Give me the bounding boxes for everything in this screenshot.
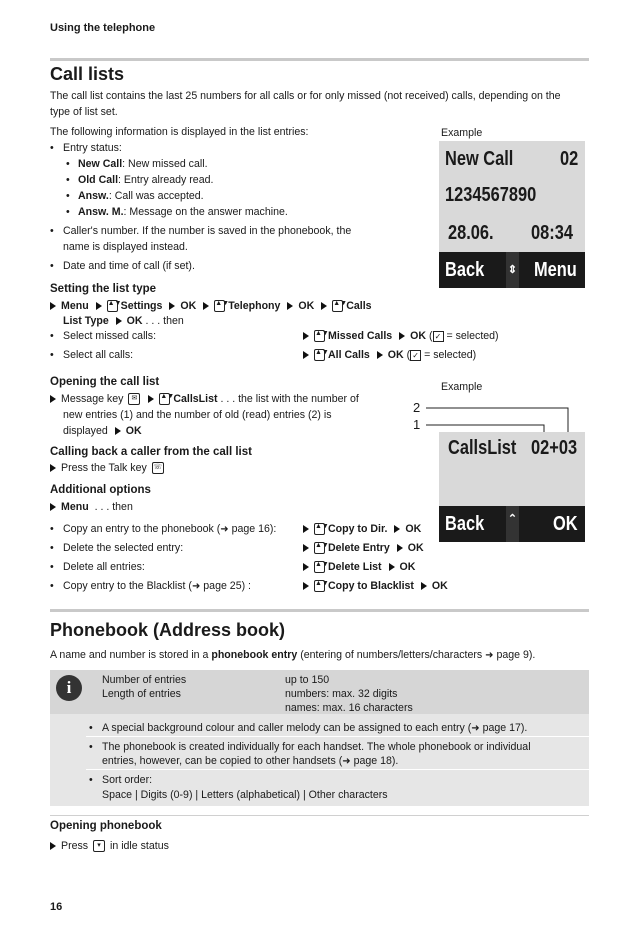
entry-info-list	[63, 140, 393, 274]
arrow-icon	[116, 317, 122, 325]
status-item: • Answ. M.: Message on the answer machine.	[78, 204, 393, 220]
nav-key-icon: ▲▼	[107, 300, 118, 312]
all-calls-path: ▲▼All Calls OK ( ✓ = selected)	[303, 347, 476, 363]
softkey-menu[interactable]: Menu	[534, 259, 577, 281]
option-path: ▲▼Delete Entry OK	[303, 540, 424, 556]
opening-call-list-text: Message key ✉ ▲▼CallsList . . . the list with the number of new entries (1) and the number of old (read) entries (2) is displayed OK	[50, 391, 390, 439]
example-label: Example	[441, 127, 483, 139]
nav-key-icon: ▲▼	[314, 349, 325, 361]
arrow-icon	[148, 395, 154, 403]
option-path: ▲▼Delete List OK	[303, 559, 415, 575]
message-key-icon: ✉	[128, 393, 140, 405]
status-item: • Answ.: Call was accepted.	[78, 188, 393, 204]
divider	[50, 815, 589, 816]
arrow-icon	[397, 544, 403, 552]
all-calls-label: • Select all calls:	[63, 347, 133, 363]
arrow-icon	[303, 563, 309, 571]
divider	[86, 769, 589, 770]
phonebook-intro: A name and number is stored in a phonebook entry (entering of numbers/letters/characters ➜ page 9).	[50, 649, 536, 661]
arrow-icon	[50, 842, 56, 850]
section-rule	[50, 58, 589, 61]
heading-setting-list-type: Setting the list type	[50, 283, 157, 295]
talk-key-icon: ☏	[152, 462, 164, 474]
nav-key-icon: ▲▼	[159, 393, 170, 405]
info-bullet: • The phonebook is created individually for each handset. The whole phonebook or individual	[102, 739, 531, 755]
option-label: • Delete all entries:	[63, 559, 145, 575]
arrow-icon	[303, 582, 309, 590]
display-softkey-bar-2	[439, 506, 585, 542]
status-item: • New Call: New missed call.	[78, 156, 393, 172]
up-icon: ⌃	[506, 506, 519, 542]
checkbox-icon: ✓	[433, 331, 444, 342]
page-arrow-icon: ➜	[485, 650, 494, 661]
section-title-call-lists: Call lists	[50, 64, 125, 84]
arrow-icon	[377, 351, 383, 359]
example-label-2: Example	[441, 381, 483, 393]
nav-key-icon: ▲▼	[314, 330, 325, 342]
callers-number-cont: name is displayed instead.	[63, 241, 188, 253]
page-arrow-icon: ➜	[471, 723, 480, 734]
arrow-icon	[394, 525, 400, 533]
info-bullet-cont: entries, however, can be copied to other handsets (➜ page 18).	[102, 755, 399, 767]
intro-line-2: type of list set.	[50, 106, 118, 118]
callers-number: • Caller's number. If the number is saved in the phonebook, the	[63, 223, 393, 239]
missed-calls-path: ▲▼Missed Calls OK ( ✓ = selected)	[303, 328, 499, 344]
arrow-icon	[303, 332, 309, 340]
display-time: 08:34	[531, 222, 573, 244]
heading-opening-call-list: Opening the call list	[50, 376, 160, 388]
page-arrow-icon: ➜	[342, 756, 351, 767]
arrow-icon	[303, 544, 309, 552]
callout-1: 1	[413, 417, 421, 432]
display-example-calls-list	[439, 432, 585, 542]
arrow-icon	[399, 332, 405, 340]
option-label: • Delete the selected entry:	[63, 540, 183, 556]
arrow-icon	[50, 503, 56, 511]
softkey-back[interactable]: Back	[445, 259, 485, 281]
option-label: • Copy an entry to the phonebook (➜ page 16):	[63, 521, 276, 538]
arrow-icon	[321, 302, 327, 310]
number-value: up to 150	[285, 674, 330, 686]
display-date: 28.06.	[448, 222, 494, 244]
arrow-icon	[203, 302, 209, 310]
page-number: 16	[50, 901, 63, 913]
nav-key-icon: ▲▼	[214, 300, 225, 312]
length-value-names: names: max. 16 characters	[285, 702, 413, 714]
arrow-icon	[169, 302, 175, 310]
heading-additional-options: Additional options	[50, 484, 151, 496]
display-count: 02	[560, 148, 579, 170]
date-time: • Date and time of call (if set).	[63, 258, 393, 274]
running-head: Using the telephone	[50, 22, 156, 34]
down-key-icon: ▾	[93, 840, 105, 852]
setting-path: Menu ▲▼Settings OK ▲▼Telephony OK ▲▼Calls	[50, 298, 372, 314]
checkbox-icon: ✓	[410, 350, 421, 361]
arrow-icon	[50, 302, 56, 310]
opening-phonebook-text: Press ▾ in idle status	[50, 838, 169, 854]
arrow-icon	[115, 427, 121, 435]
arrow-icon	[303, 351, 309, 359]
length-value-numbers: numbers: max. 32 digits	[285, 688, 398, 700]
nav-key-icon: ▲▼	[314, 523, 325, 535]
display-softkey-bar	[439, 252, 585, 288]
page-arrow-icon: ➜	[191, 581, 201, 592]
call-lists-intro	[50, 88, 595, 120]
sort-order-values: Space | Digits (0-9) | Letters (alphabetical) | Other characters	[102, 789, 388, 801]
section-title-phonebook: Phonebook (Address book)	[50, 620, 286, 640]
nav-key-icon: ▲▼	[314, 580, 325, 592]
nav-key-icon: ▲▼	[314, 561, 325, 573]
heading-opening-phonebook: Opening phonebook	[50, 820, 162, 832]
length-label: Length of entries	[102, 688, 181, 700]
up-down-icon: ⇕	[506, 252, 519, 288]
arrow-icon	[96, 302, 102, 310]
following-info: The following information is displayed in the list entries:	[50, 126, 309, 138]
option-label: • Copy entry to the Blacklist (➜ page 25) :	[63, 578, 251, 595]
display-number: 1234567890	[445, 184, 537, 206]
softkey-back-2[interactable]: Back	[445, 513, 485, 535]
display-calls-count: 02+03	[531, 437, 578, 459]
divider	[86, 736, 589, 737]
phonebook-info-box	[50, 670, 589, 806]
sort-order-label: • Sort order:	[102, 772, 152, 788]
heading-calling-back: Calling back a caller from the call list	[50, 446, 252, 458]
entry-status: • Entry status:	[63, 140, 393, 156]
section-rule	[50, 609, 589, 612]
display-calls-list: CallsList	[448, 437, 517, 459]
option-path: ▲▼Copy to Blacklist OK	[303, 578, 448, 594]
display-example-call-entry	[439, 141, 585, 288]
arrow-icon	[50, 464, 56, 472]
softkey-ok[interactable]: OK	[553, 513, 578, 535]
arrow-icon	[50, 395, 56, 403]
display-status: New Call	[445, 148, 514, 170]
status-item: • Old Call: Entry already read.	[78, 172, 393, 188]
arrow-icon	[303, 525, 309, 533]
option-path: ▲▼Copy to Dir. OK	[303, 521, 421, 537]
number-label: Number of entries	[102, 674, 187, 686]
page-arrow-icon: ➜	[220, 524, 229, 535]
additional-menu: Menu . . . then	[50, 499, 133, 515]
arrow-icon	[287, 302, 293, 310]
callout-2: 2	[413, 400, 421, 415]
missed-calls-label: • Select missed calls:	[63, 328, 156, 344]
info-icon: i	[56, 675, 82, 701]
nav-key-icon: ▲▼	[314, 542, 325, 554]
arrow-icon	[389, 563, 395, 571]
intro-line-1: The call list contains the last 25 numbers for all calls or for only missed (not received) calls, depending on the	[50, 90, 561, 102]
nav-key-icon: ▲▼	[332, 300, 343, 312]
setting-path-cont: List Type OK . . . then	[63, 315, 184, 327]
calling-back-text: Press the Talk key ☏	[50, 460, 166, 476]
arrow-icon	[421, 582, 427, 590]
info-bullet: • A special background colour and caller melody can be assigned to each entry (➜ page 17).	[102, 720, 527, 737]
